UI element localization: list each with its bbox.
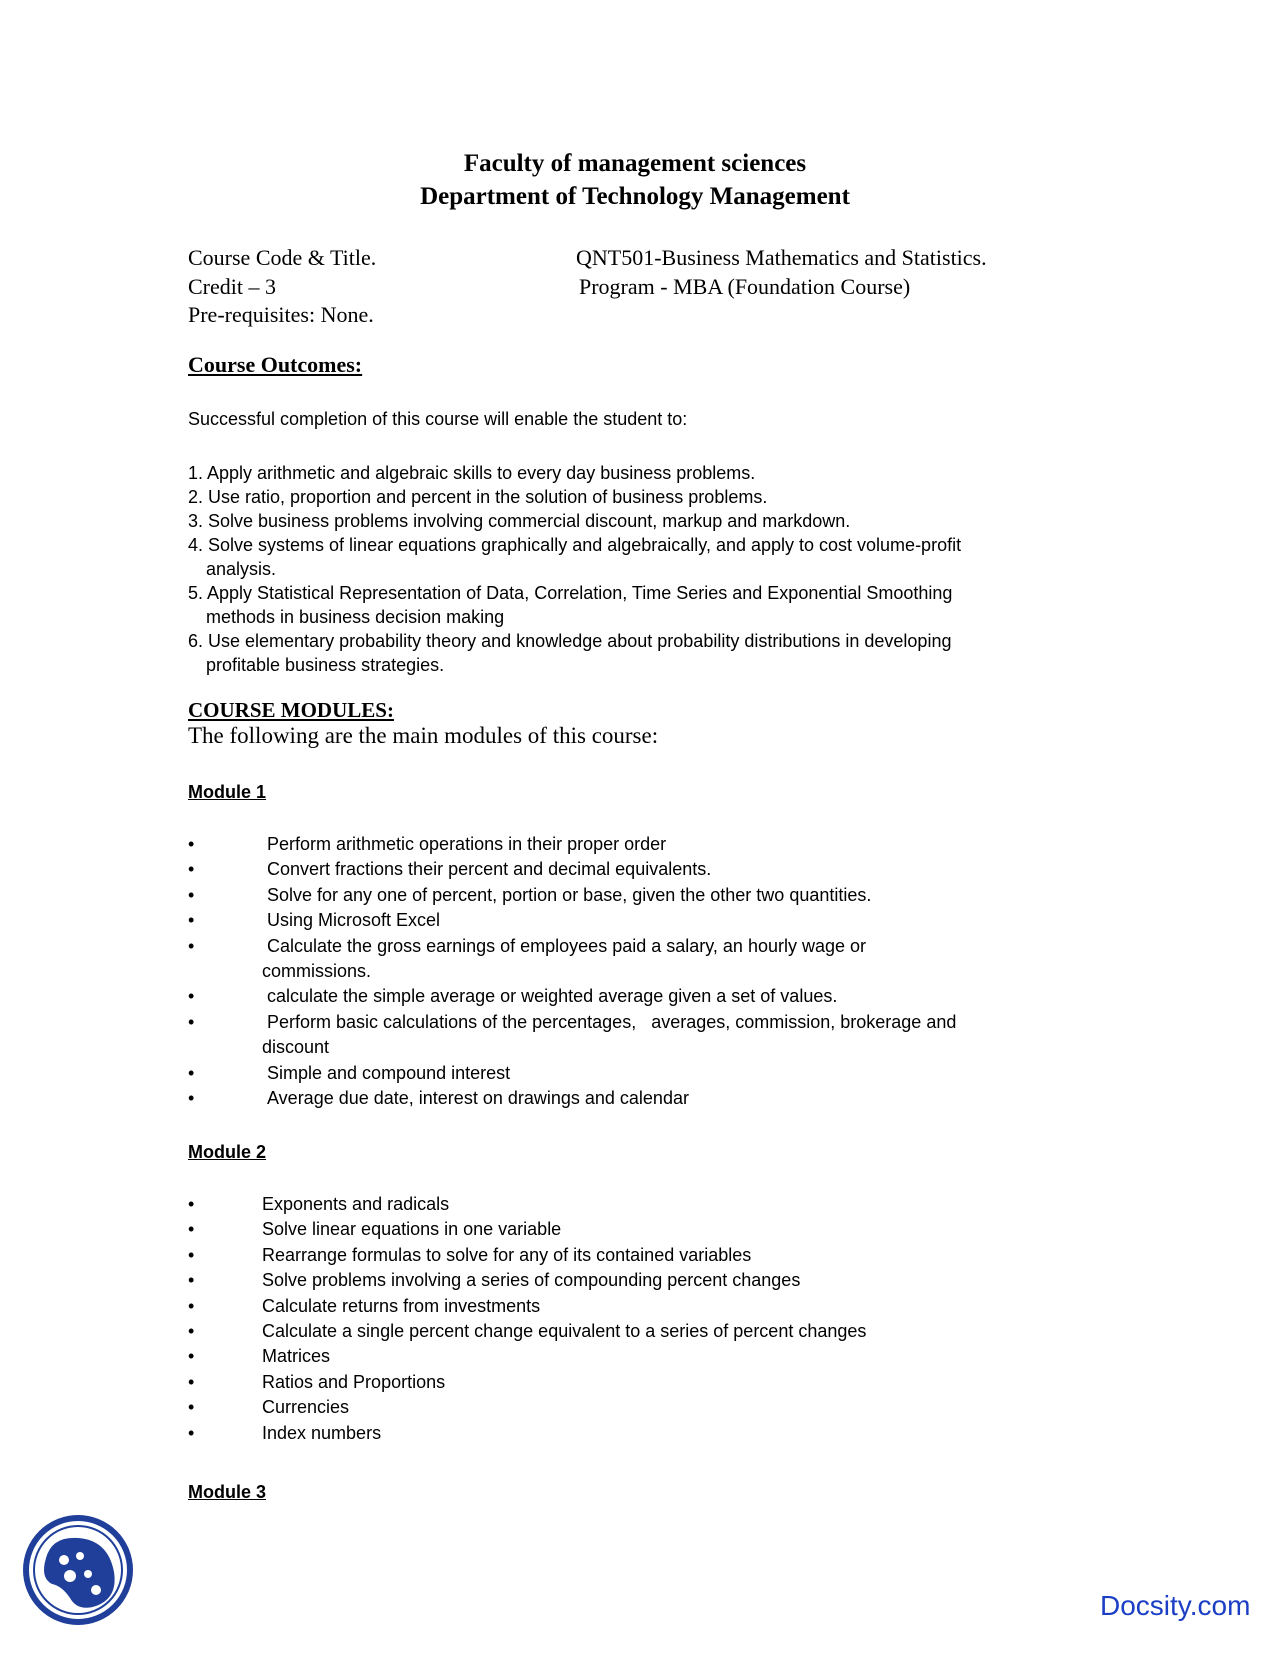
list-item: • Solve linear equations in one variable — [188, 1217, 866, 1242]
bullet-icon: • — [188, 1088, 195, 1109]
list-item: • Calculate the gross earnings of employees paid a salary, an hourly wage or — [188, 934, 956, 959]
list-item-continuation: commissions. — [262, 961, 372, 982]
bullet-icon: • — [188, 986, 195, 1007]
credit-label: Credit – 3 — [188, 274, 276, 299]
bullet-icon: • — [188, 1295, 195, 1316]
module-1-title: Module 1 — [188, 782, 267, 802]
module-2-list — [188, 1192, 866, 1446]
course-code-value: QNT501-Business Mathematics and Statistics. — [576, 245, 987, 270]
outcome-item: 2. Use ratio, proportion and percent in the solution of business problems. — [188, 487, 768, 507]
course-outcomes-heading: Course Outcomes: — [188, 352, 363, 377]
list-item-continuation: discount — [262, 1037, 330, 1058]
list-item: • Rearrange formulas to solve for any of its contained variables — [188, 1243, 866, 1268]
list-item: • Exponents and radicals — [188, 1192, 866, 1217]
prerequisites: Pre-requisites: None. — [188, 302, 374, 327]
module-2-title: Module 2 — [188, 1142, 267, 1162]
bullet-icon: • — [188, 1194, 195, 1214]
list-item: • Solve for any one of percent, portion or base, given the other two quantities. — [188, 883, 956, 908]
bullet-icon: • — [188, 1321, 195, 1342]
bullet-icon: • — [188, 935, 195, 956]
module-1-list — [188, 832, 956, 1111]
outcome-item: 5. Apply Statistical Representation of Data, Correlation, Time Series and Exponential Smoothing — [188, 583, 953, 603]
list-item: • Currencies — [188, 1395, 866, 1420]
list-item: • Calculate a single percent change equivalent to a series of percent changes — [188, 1319, 866, 1344]
list-item: • Average due date, interest on drawings and calendar — [188, 1086, 956, 1111]
list-item: • Perform basic calculations of the percentages, averages, commission, brokerage and — [188, 1010, 956, 1035]
list-item: • Solve problems involving a series of compounding percent changes — [188, 1268, 866, 1293]
bullet-icon: • — [188, 1397, 195, 1418]
bullet-icon: • — [188, 1062, 195, 1083]
outcome-item-continuation: analysis. — [206, 559, 277, 579]
bullet-icon: • — [188, 1422, 195, 1443]
outcome-item: 1. Apply arithmetic and algebraic skills to every day business problems. — [188, 463, 756, 483]
outcome-item: 3. Solve business problems involving commercial discount, markup and markdown. — [188, 511, 851, 531]
list-item: • calculate the simple average or weighted average given a set of values. — [188, 984, 956, 1009]
list-item: • Matrices — [188, 1344, 866, 1369]
list-item: • Simple and compound interest — [188, 1061, 956, 1086]
list-item: • Perform arithmetic operations in their proper order — [188, 832, 956, 857]
bullet-icon: • — [188, 1346, 195, 1367]
bullet-icon: • — [188, 834, 195, 854]
list-item: • Index numbers — [188, 1421, 866, 1446]
bullet-icon: • — [188, 1244, 195, 1265]
bullet-icon: • — [188, 884, 195, 905]
list-item: • Using Microsoft Excel — [188, 908, 956, 933]
outcome-item-continuation: profitable business strategies. — [206, 655, 445, 675]
list-item: • Ratios and Proportions — [188, 1370, 866, 1395]
outcome-item: 4. Solve systems of linear equations graphically and algebraically, and apply to cost volume-profit — [188, 535, 962, 555]
bullet-icon: • — [188, 1371, 195, 1392]
bullet-icon: • — [188, 1011, 195, 1032]
outcomes-intro: Successful completion of this course will enable the student to: — [188, 409, 688, 429]
list-item: • Convert fractions their percent and decimal equivalents. — [188, 857, 956, 882]
docsity-brand-link[interactable]: Docsity.com — [1100, 1590, 1251, 1621]
list-item: • Calculate returns from investments — [188, 1294, 866, 1319]
module-3-title: Module 3 — [188, 1482, 267, 1502]
department-title: Department of Technology Management — [420, 183, 850, 210]
faculty-title: Faculty of management sciences — [463, 150, 807, 177]
bullet-icon: • — [188, 859, 195, 880]
modules-intro: The following are the main modules of this course: — [188, 723, 659, 748]
bullet-icon: • — [188, 910, 195, 931]
outcome-item-continuation: methods in business decision making — [206, 607, 505, 627]
outcomes-list — [188, 461, 961, 677]
course-code-label: Course Code & Title. — [188, 245, 377, 270]
program-value: Program - MBA (Foundation Course) — [579, 274, 911, 299]
bullet-icon: • — [188, 1270, 195, 1291]
outcome-item: 6. Use elementary probability theory and knowledge about probability distributions in developing — [188, 631, 952, 651]
course-modules-heading: COURSE MODULES: — [188, 698, 394, 722]
bullet-icon: • — [188, 1219, 195, 1240]
docsity-logo-icon — [22, 1514, 134, 1626]
